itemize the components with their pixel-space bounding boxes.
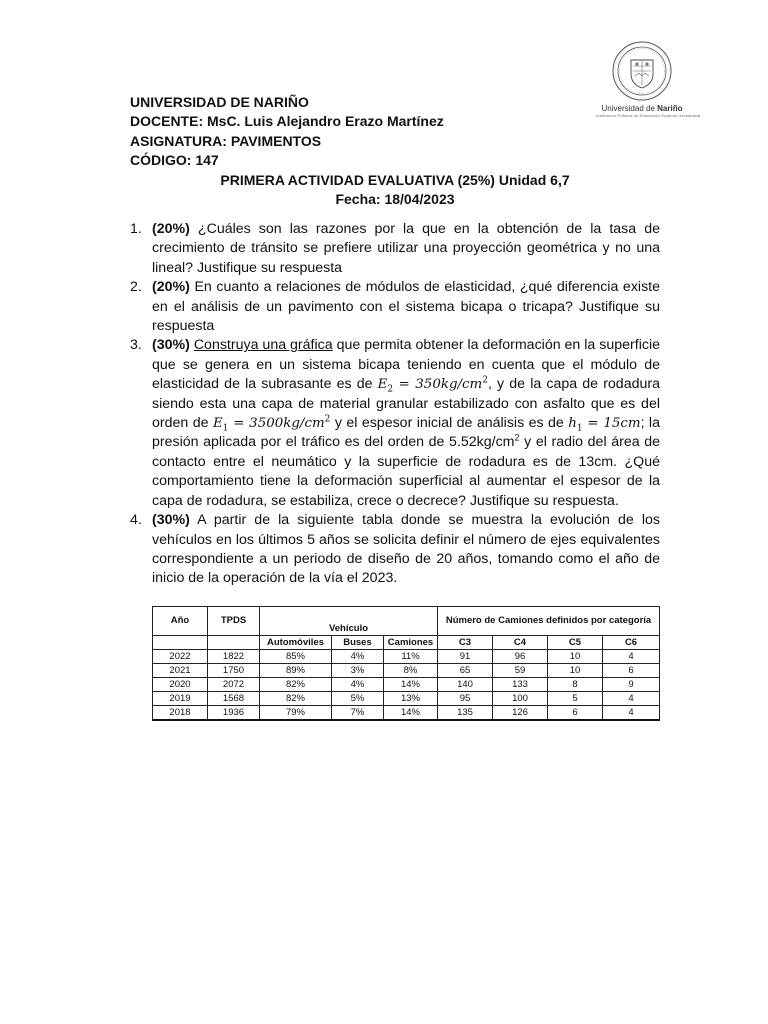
question-number: 3.	[130, 337, 142, 354]
question-2	[130, 278, 660, 336]
question-text: ¿Cuáles son las razones por la que en la obtención de la tasa de crecimiento de tránsito se prefiere utilizar una proyección geométrica y no una lineal? Justifique su respuesta	[152, 221, 660, 276]
question-text: A partir de la siguiente tabla donde se muestra la evolución de los vehículos en los últimos 5 años se solicita definir el número de ejes equivalentes correspondiente a un periodo de diseño de 20 años, tomando como el año de inicio de la operación de la vía el 2023.	[152, 512, 660, 587]
subheader-c4: C4	[493, 636, 548, 650]
table-row	[153, 664, 660, 678]
question-weight: (20%)	[152, 279, 190, 296]
cell-c6: 4	[603, 650, 660, 664]
cell-cars: 82%	[260, 678, 332, 692]
header-vehicle: Vehículo	[260, 607, 438, 636]
cell-c6: 4	[603, 706, 660, 721]
question-text: ; la presión aplicada por el tráfico es del orden de 5.52kg/cm	[152, 415, 660, 451]
subheader-c6: C6	[603, 636, 660, 650]
question-text: y el radio del área de contacto entre el neumático y la superficie de rodadura es de 13cm. ¿Qué comportamiento tiene la deformación superficial al aumentar el espesor de la capa de rodadura, se estabiliza, crece o decrece? Justifique su respuesta.	[152, 434, 660, 509]
underlined-phrase: Construya una gráfica	[193, 337, 333, 354]
question-text: que permita obtener la deformación en la superficie que se genera en un sistema bicapa teniendo en cuenta que el módulo de elasticidad de la subrasante es de	[152, 337, 660, 393]
cell-c3: 95	[438, 692, 493, 706]
question-1	[130, 220, 660, 278]
table-row	[153, 678, 660, 692]
cell-tpds: 2072	[208, 678, 260, 692]
table-row	[153, 706, 660, 721]
question-number: 2.	[130, 279, 142, 296]
cell-c5: 10	[548, 650, 603, 664]
cell-c4: 59	[493, 664, 548, 678]
subheader-c3: C3	[438, 636, 493, 650]
question-weight: (30%)	[152, 337, 190, 354]
question-text: En cuanto a relaciones de módulos de elasticidad, ¿qué diferencia existe en el análisis de un pavimento con el sistema bicapa o tricapa? Justifique su respuesta	[152, 279, 660, 335]
cell-year: 2019	[153, 692, 208, 706]
cell-year: 2018	[153, 706, 208, 721]
logo-tagline: Institución Pública de Educación Superior Acreditada	[596, 113, 701, 118]
question-number: 4.	[130, 512, 142, 529]
cell-c3: 140	[438, 678, 493, 692]
question-weight: (30%)	[152, 512, 190, 529]
cell-tpds: 1822	[208, 650, 260, 664]
subject-name: ASIGNATURA: PAVIMENTOS	[130, 132, 322, 149]
formula-e1: $E_1 = 3500kg/cm^2$	[212, 414, 331, 434]
teacher-name: DOCENTE: MsC. Luis Alejandro Erazo Martínez	[130, 113, 444, 130]
subheader-cars: Automóviles	[260, 636, 332, 650]
cell-year: 2020	[153, 678, 208, 692]
header-trucks-by-category: Número de Camiones definidos por categoría	[438, 607, 660, 636]
cell-c3: 135	[438, 706, 493, 721]
superscript: 2	[514, 432, 520, 443]
cell-c6: 6	[603, 664, 660, 678]
question-3	[130, 336, 660, 511]
cell-tpds: 1936	[208, 706, 260, 721]
cell-trucks: 13%	[384, 692, 438, 706]
activity-title: PRIMERA ACTIVIDAD EVALUATIVA (25%) Unidad 6,7	[220, 171, 570, 188]
question-text: , y de la capa de rodadura siendo esta una capa de material granular estabilizado con asfalto que es del orden de	[152, 376, 660, 432]
question-list	[130, 220, 660, 589]
formula-h1: $h_1 = 15cm$	[568, 416, 641, 434]
cell-c4: 133	[493, 678, 548, 692]
question-weight: (20%)	[152, 221, 190, 237]
cell-trucks: 11%	[384, 650, 438, 664]
document-header	[130, 93, 660, 209]
question-4	[130, 511, 660, 589]
cell-c3: 91	[438, 650, 493, 664]
cell-c5: 5	[548, 692, 603, 706]
cell-buses: 3%	[332, 664, 384, 678]
cell-buses: 4%	[332, 678, 384, 692]
cell-cars: 79%	[260, 706, 332, 721]
cell-c6: 4	[603, 692, 660, 706]
cell-c6: 9	[603, 678, 660, 692]
logo-wordmark: Universidad de Nariño	[601, 104, 683, 113]
header-tpds: TPDS	[208, 607, 260, 636]
cell-cars: 85%	[260, 650, 332, 664]
subheader-trucks: Camiones	[384, 636, 438, 650]
cell-cars: 82%	[260, 692, 332, 706]
cell-c5: 6	[548, 706, 603, 721]
cell-c4: 100	[493, 692, 548, 706]
cell-tpds: 1568	[208, 692, 260, 706]
cell-buses: 4%	[332, 650, 384, 664]
question-text: y el espesor inicial de análisis es de	[330, 415, 569, 432]
cell-buses: 7%	[332, 706, 384, 721]
header-year: Año	[153, 607, 208, 636]
cell-trucks: 14%	[384, 706, 438, 721]
course-code: CÓDIGO: 147	[130, 152, 219, 169]
subheader-buses: Buses	[332, 636, 384, 650]
cell-year: 2021	[153, 664, 208, 678]
cell-trucks: 14%	[384, 678, 438, 692]
header-empty	[208, 636, 260, 650]
cell-c5: 10	[548, 664, 603, 678]
university-name: UNIVERSIDAD DE NARIÑO	[130, 94, 309, 110]
formula-e2: $E_2 = 350kg/cm^2$	[377, 375, 488, 395]
cell-buses: 5%	[332, 692, 384, 706]
question-number: 1.	[130, 221, 142, 237]
table-row	[153, 692, 660, 706]
activity-date: Fecha: 18/04/2023	[335, 191, 455, 208]
subheader-c5: C5	[548, 636, 603, 650]
cell-cars: 89%	[260, 664, 332, 678]
cell-c3: 65	[438, 664, 493, 678]
vehicle-evolution-table	[152, 606, 660, 721]
cell-tpds: 1750	[208, 664, 260, 678]
table-row	[153, 650, 660, 664]
cell-trucks: 8%	[384, 664, 438, 678]
cell-c5: 8	[548, 678, 603, 692]
header-empty	[153, 636, 208, 650]
cell-c4: 126	[493, 706, 548, 721]
cell-c4: 96	[493, 650, 548, 664]
cell-year: 2022	[153, 650, 208, 664]
